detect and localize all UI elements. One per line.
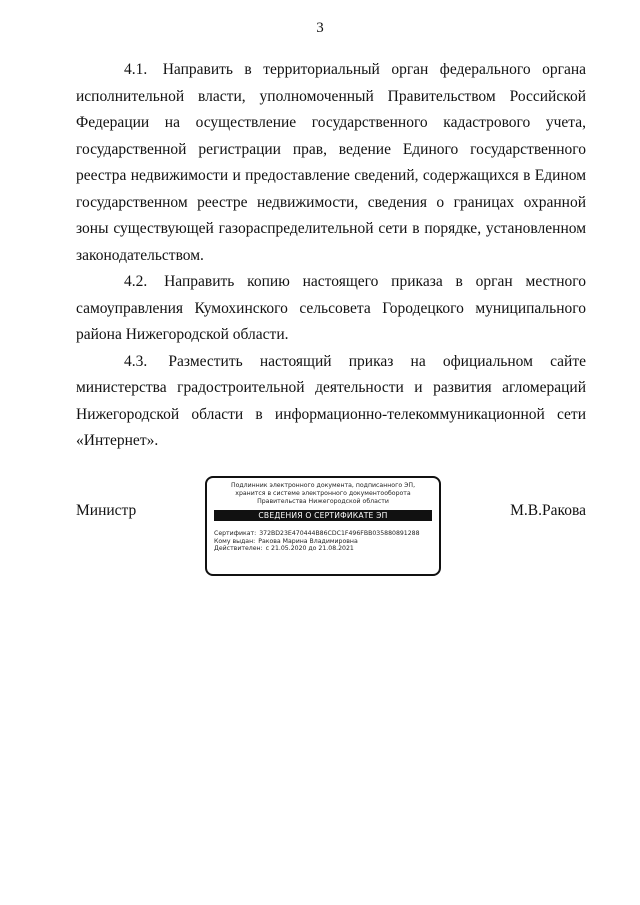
stamp-validity-row <box>214 545 432 553</box>
stamp-label: Действителен: <box>214 545 263 553</box>
stamp-banner: СВЕДЕНИЯ О СЕРТИФИКАТЕ ЭП <box>214 510 432 521</box>
paragraph-text: Направить в территориальный орган федерального органа исполнительной власти, уполномоченный Правительством Российской Федерации на осуществление государственного кадастрового учета, государственной регистрации прав, ведение Единого государственного реестра недвижимости и предоставление сведений, содержащихся в Едином государственном реестре недвижимости, сведения о границах охранной зоны существующей газораспределительной сети в порядке, установленном законодательством. <box>76 61 587 264</box>
paragraph-text: Разместить настоящий приказ на официальном сайте министерства градостроительной деятельности и развития агломераций Нижегородской области в информационно-телекоммуникационной сети «Интернет». <box>76 352 586 449</box>
paragraph-4-1 <box>76 57 586 269</box>
paragraph-number: 4.2. <box>124 273 148 290</box>
paragraph-text: Направить копию настоящего приказа в орган местного самоуправления Кумохинского сельсовета Городецкого муниципального района Нижегородской области. <box>76 273 586 343</box>
paragraph-number: 4.1. <box>124 61 148 78</box>
paragraph-4-3 <box>76 349 586 455</box>
stamp-header-line: Подлинник электронного документа, подписанного ЭП, <box>230 482 416 489</box>
stamp-certificate-row <box>214 530 432 538</box>
stamp-header-line: Правительства Нижегородской области <box>257 498 389 505</box>
paragraph-4-2 <box>76 269 586 349</box>
stamp-label: Сертификат: <box>214 530 257 537</box>
page-number: 3 <box>316 20 324 36</box>
stamp-header-line: хранится в системе электронного документооборота <box>235 490 411 497</box>
stamp-value: Ракова Марина Владимировна <box>258 537 358 545</box>
stamp-details <box>214 530 432 553</box>
signer-name: М.В.Ракова <box>510 502 586 519</box>
electronic-signature-stamp <box>205 476 441 576</box>
signature-block <box>76 476 586 580</box>
document-body <box>76 57 586 455</box>
signer-title: Министр <box>76 502 137 519</box>
stamp-value: 372BD23E470444B86CDC1F496FBB035880891288 <box>259 530 420 537</box>
paragraph-number: 4.3. <box>124 352 148 370</box>
stamp-value: с 21.05.2020 до 21.08.2021 <box>265 545 354 553</box>
stamp-label: Кому выдан: <box>214 537 256 545</box>
